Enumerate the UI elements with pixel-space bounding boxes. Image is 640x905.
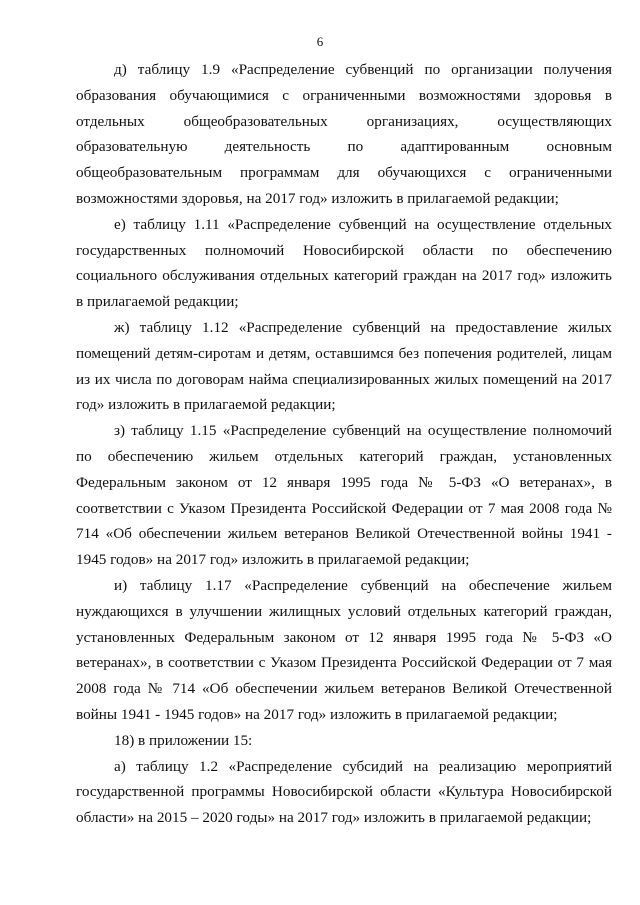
paragraph-a-table-1-2: а) таблицу 1.2 «Распределение субсидий на реализацию мероприятий государственной программы Новосибирской области «Культура Новосибирской области» на 2015 – 2020 годы» на 2017 год» изложить в прилагаемой редакции;	[76, 757, 612, 827]
page-number: 6	[316, 34, 324, 49]
paragraph-i-table-1-17: и) таблицу 1.17 «Распределение субвенций на обеспечение жильем нуждающихся в улучшении жилищных условий отдельных категорий граждан, установленных Федеральным законом от 12 января 1995 года № 5-ФЗ «О ветеранах», в соответствии с Указом Президента Российской Федерации от 7 мая 2008 года № 714 «Об обеспечении жильем ветеранов Великой Отечественной войны 1941 - 1945 годов» на 2017 год» изложить в прилагаемой редакции;	[76, 576, 612, 723]
document-body	[76, 57, 612, 831]
paragraph-item-18-appendix-15: 18) в приложении 15:	[114, 731, 253, 749]
paragraph-d-table-1-9: д) таблицу 1.9 «Распределение субвенций по организации получения образования обучающимися с ограниченными возможностями здоровья в отдельных общеобразовательных организациях, осуществляющих образовательную деятельность по адаптированным основным общеобразовательным программам для обучающихся с ограниченными возможностями здоровья, на 2017 год» изложить в прилагаемой редакции;	[76, 61, 612, 207]
paragraph-e-table-1-11: е) таблицу 1.11 «Распределение субвенций на осуществление отдельных государственных полномочий Новосибирской области по обеспечению социального обслуживания отдельных категорий граждан на 2017 год» изложить в прилагаемой редакции;	[76, 215, 612, 311]
paragraph-z-table-1-15: з) таблицу 1.15 «Распределение субвенций на осуществление полномочий по обеспечению жильем отдельных категорий граждан, установленных Федеральным законом от 12 января 1995 года № 5-ФЗ «О ветеранах», в соответствии с Указом Президента Российской Федерации от 7 мая 2008 года № 714 «Об обеспечении жильем ветеранов Великой Отечественной войны 1941 - 1945 годов» на 2017 год» изложить в прилагаемой редакции;	[76, 422, 612, 569]
paragraph-zh-table-1-12: ж) таблицу 1.12 «Распределение субвенций на предоставление жилых помещений детям-сиротам и детям, оставшимся без попечения родителей, лицам из их числа по договорам найма специализированных жилых помещений на 2017 год» изложить в прилагаемой редакции;	[76, 318, 612, 414]
